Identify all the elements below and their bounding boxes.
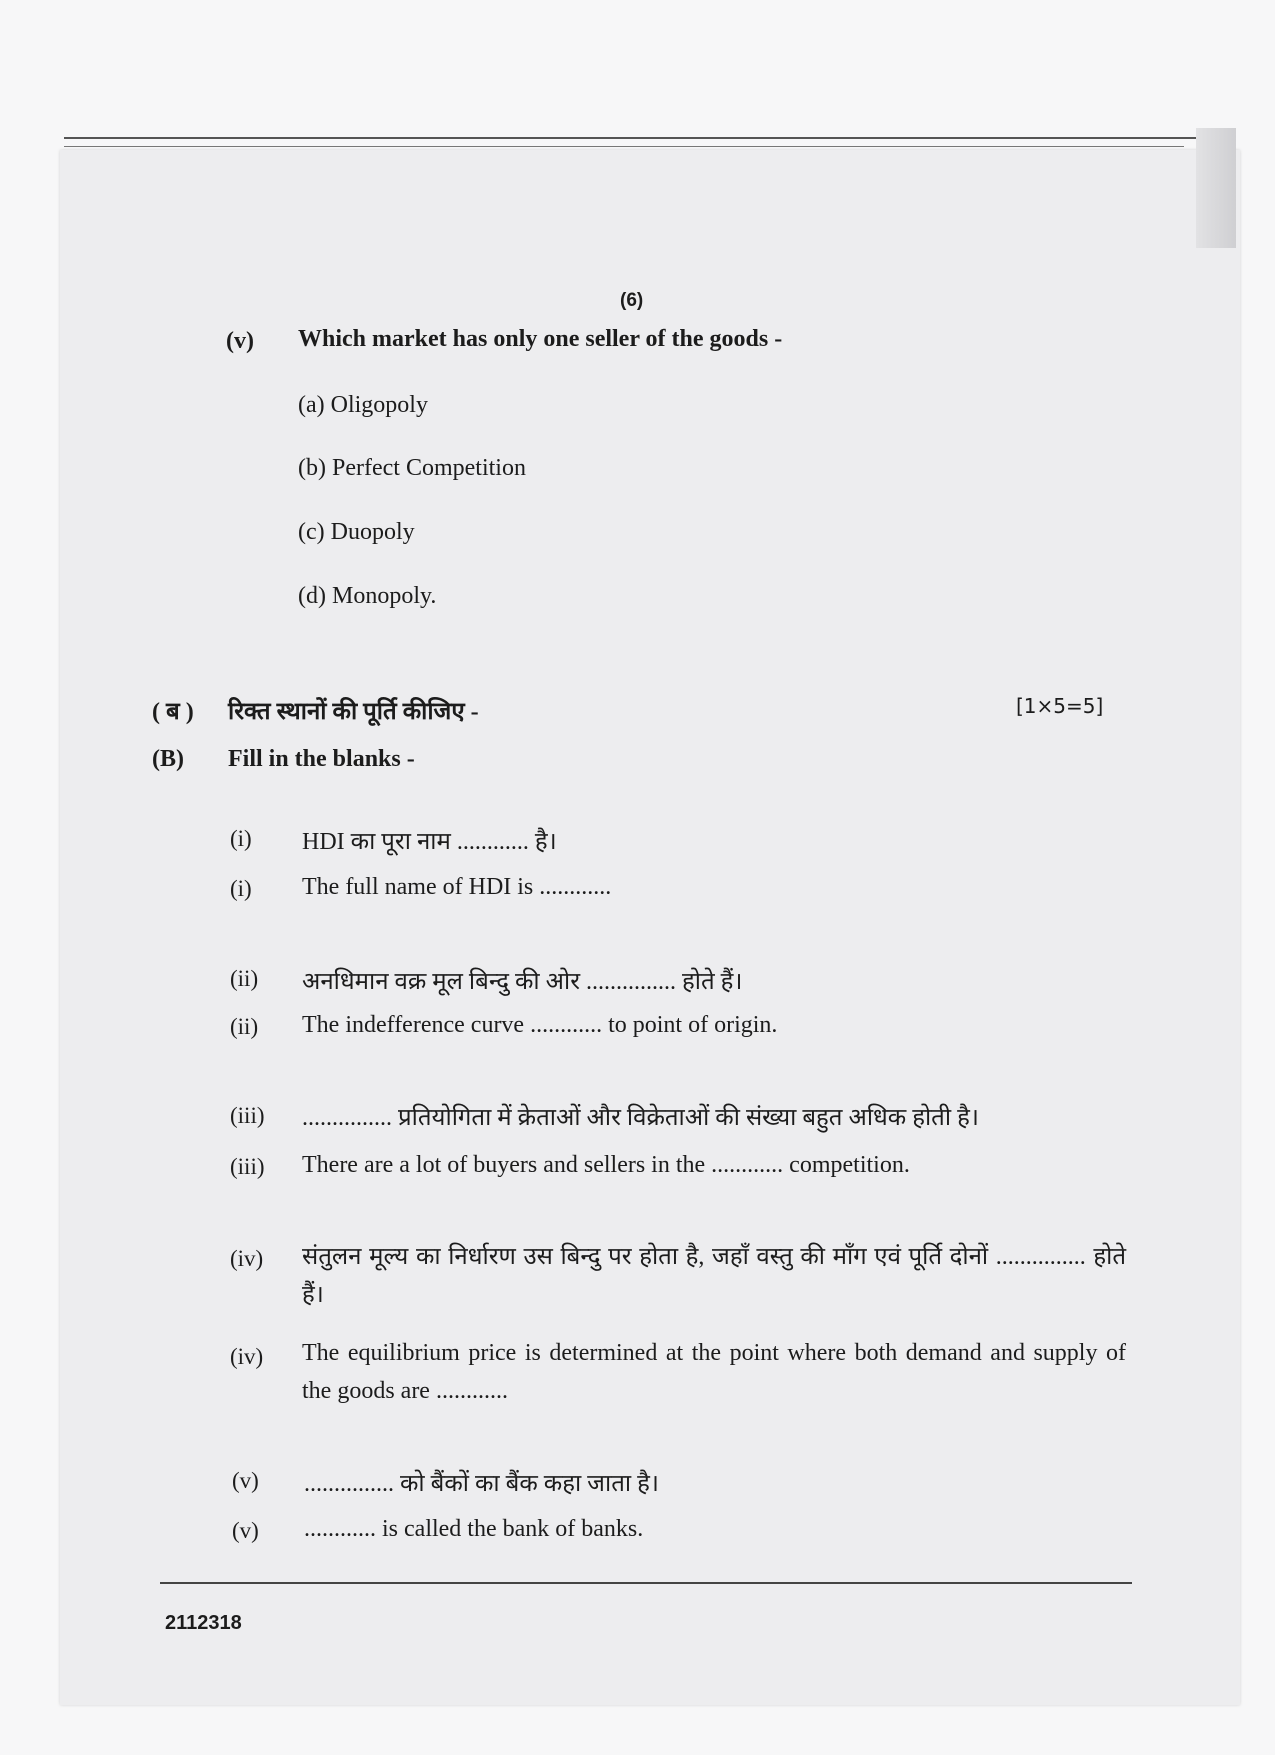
item-text-english: The full name of HDI is ............ — [302, 874, 612, 900]
question-text: Which market has only one seller of the goods - — [298, 326, 783, 352]
question-number: (v) — [226, 328, 254, 354]
footer-rule — [160, 1582, 1132, 1584]
section-label-english: (B) — [152, 746, 184, 772]
item-text-english: The indefference curve ............ to point of origin. — [302, 1012, 778, 1038]
sheet-fold-line — [64, 146, 1184, 147]
item-number-english: (ii) — [230, 1014, 259, 1039]
section-title-english: Fill in the blanks - — [228, 746, 415, 772]
item-text-english: ............ is called the bank of banks. — [304, 1516, 644, 1542]
option-c: (c) Duopoly — [298, 519, 415, 545]
paper-code: 2112318 — [165, 1612, 242, 1634]
item-number-english: (v) — [232, 1518, 259, 1543]
item-text-hindi: ............... प्रतियोगिता में क्रेताओं और विक्रेताओं की संख्या बहुत अधिक होती है। — [302, 1105, 979, 1131]
item-number-hindi: (ii) — [230, 966, 259, 991]
section-marks: [1×5=5] — [1016, 694, 1104, 718]
item-text-hindi: ............... को बैंकों का बैंक कहा जाता है। — [304, 1471, 659, 1497]
page-number: (6) — [620, 290, 644, 311]
option-a: (a) Oligopoly — [298, 392, 428, 418]
section-label-hindi: ( ब ) — [152, 699, 194, 725]
sheet-top-edge — [64, 137, 1232, 139]
item-number-english: (iii) — [230, 1154, 265, 1179]
item-number-hindi: (i) — [230, 826, 252, 851]
item-number-hindi: (iii) — [230, 1103, 265, 1128]
item-text-hindi: संतुलन मूल्य का निर्धारण उस बिन्दु पर होता है, जहाँ वस्तु की माँग एवं पूर्ति दोनों ............... होते हैं। — [302, 1244, 1126, 1308]
item-number-hindi: (iv) — [230, 1246, 264, 1271]
item-number-english: (i) — [230, 876, 252, 901]
section-title-hindi: रिक्त स्थानों की पूर्ति कीजिए - — [228, 699, 479, 725]
item-number-hindi: (v) — [232, 1468, 259, 1493]
option-b: (b) Perfect Competition — [298, 455, 526, 481]
sheet-corner-fold — [1196, 128, 1236, 248]
item-text-hindi: अनधिमान वक्र मूल बिन्दु की ओर ............... होते हैं। — [302, 969, 743, 995]
item-text-english: There are a lot of buyers and sellers in the ............ competition. — [302, 1152, 910, 1178]
item-text-english: The equilibrium price is determined at the point where both demand and supply of the goods are ............ — [302, 1340, 1126, 1404]
item-text-hindi: HDI का पूरा नाम ............ है। — [302, 829, 557, 855]
option-d: (d) Monopoly. — [298, 583, 437, 609]
item-number-english: (iv) — [230, 1344, 264, 1369]
